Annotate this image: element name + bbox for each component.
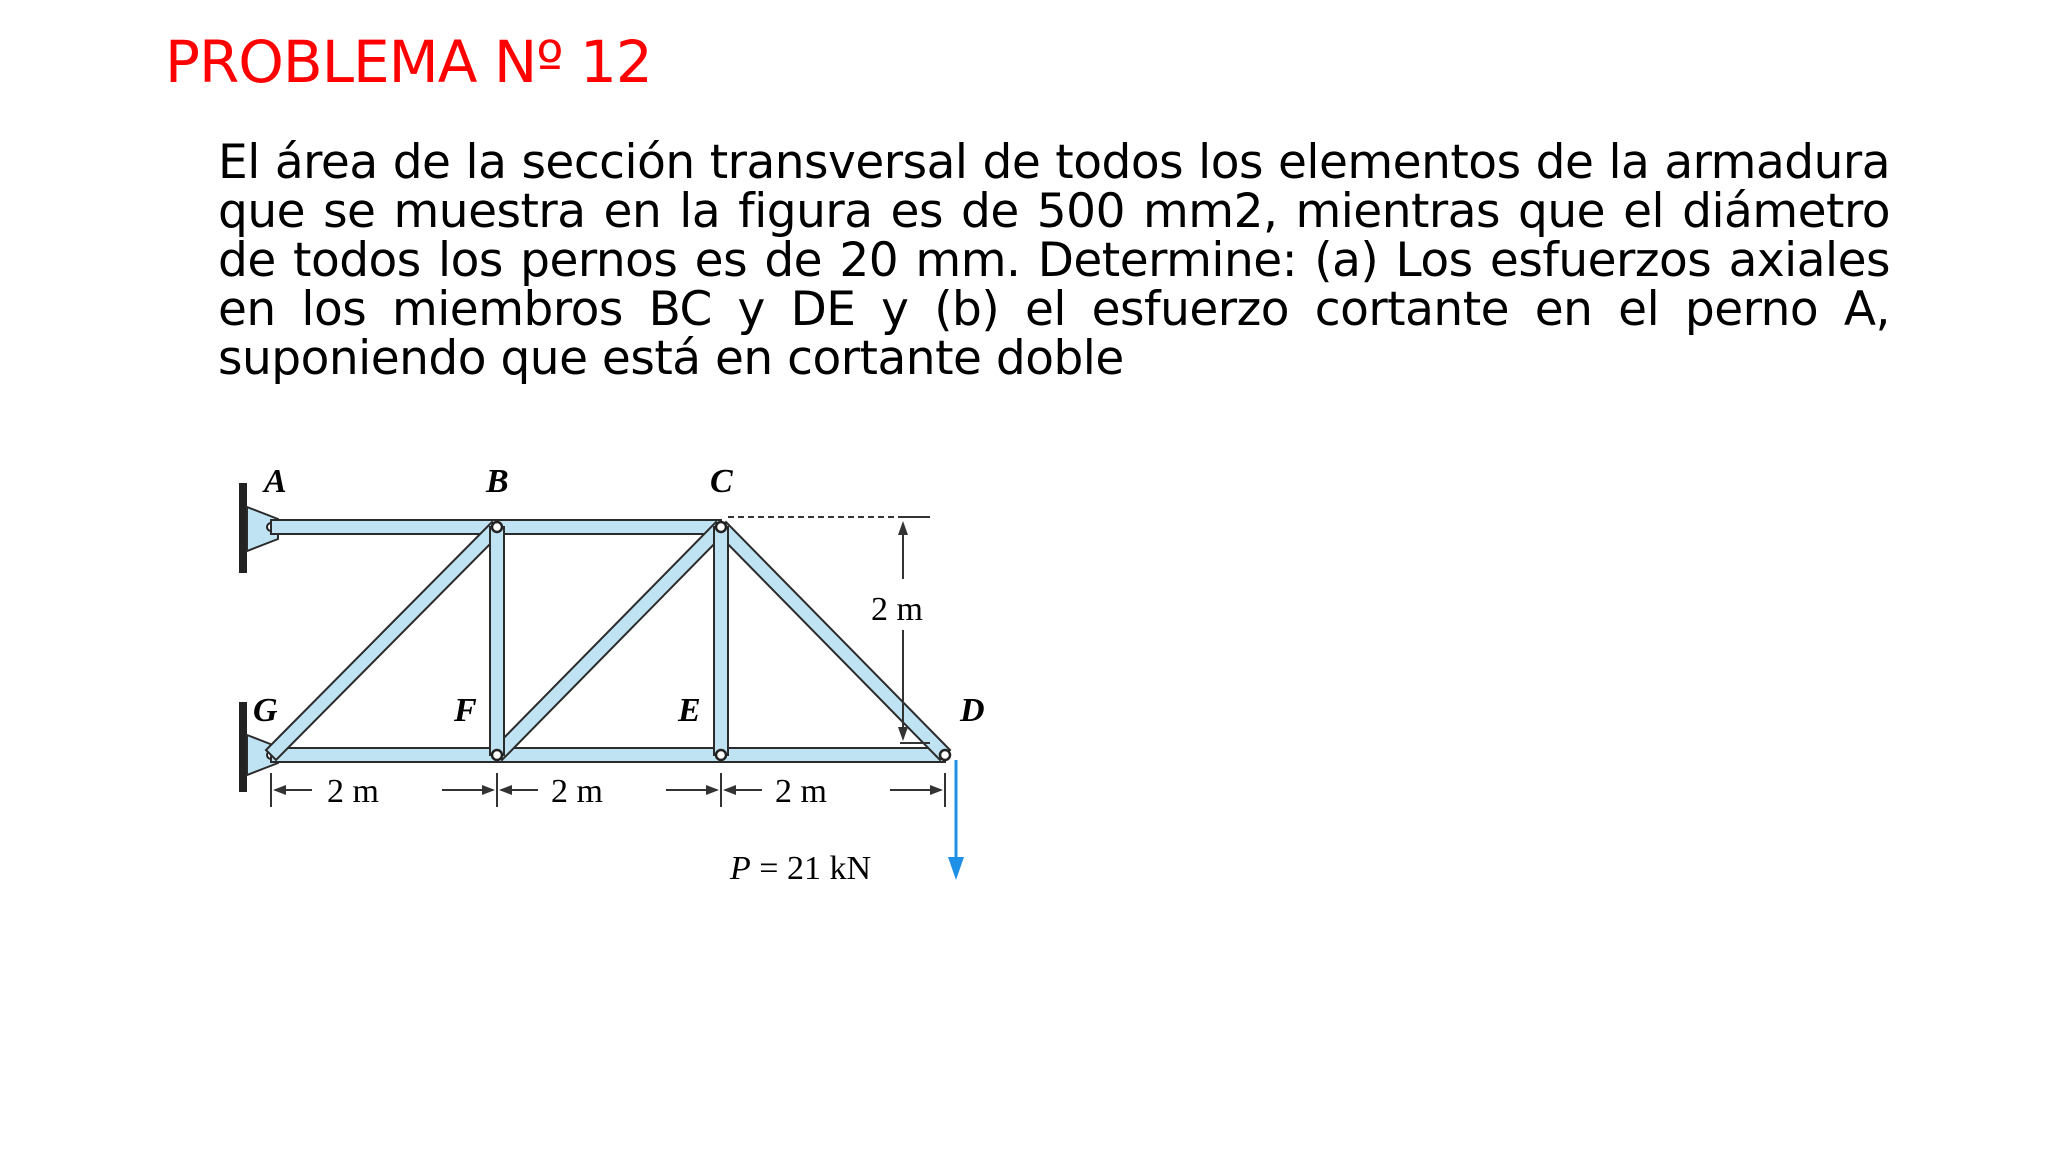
dimension-span-1-label: 2 m bbox=[327, 773, 379, 810]
member-ed bbox=[721, 748, 945, 762]
pin-e bbox=[716, 750, 726, 760]
member-ab bbox=[271, 520, 497, 534]
node-label-e: E bbox=[678, 692, 701, 729]
dimension-span-2-label: 2 m bbox=[551, 773, 603, 810]
node-label-c: C bbox=[710, 463, 733, 500]
dimension-height-label: 2 m bbox=[871, 591, 923, 628]
node-label-b: B bbox=[486, 463, 509, 500]
member-fe bbox=[497, 748, 721, 762]
member-gf bbox=[271, 748, 497, 762]
node-label-g: G bbox=[253, 692, 278, 729]
truss-figure bbox=[220, 455, 985, 895]
pin-d bbox=[940, 750, 950, 760]
member-cd bbox=[716, 522, 950, 760]
slide-title: PROBLEMA Nº 12 bbox=[165, 28, 652, 96]
span-dimensions bbox=[271, 773, 945, 810]
pin-f bbox=[492, 750, 502, 760]
member-bc bbox=[497, 520, 721, 534]
load-label bbox=[729, 850, 871, 887]
node-label-a: A bbox=[264, 463, 287, 500]
problem-statement: El área de la sección transversal de todos los elementos de la armadura que se muestra en la figura es de 500 mm2, mientras que el diámetro de todos los pernos es de 20 mm. Determine: (a) Los esfuerzos axiales en los miembros BC y DE y (b) el esfuerzo cortante en el perno A, suponiendo que está en cortante doble bbox=[218, 135, 1890, 386]
node-label-f: F bbox=[454, 692, 477, 729]
node-label-d: D bbox=[960, 692, 985, 729]
dimension-span-3-label: 2 m bbox=[775, 773, 827, 810]
load-arrow bbox=[948, 760, 964, 880]
load-symbol: P bbox=[730, 850, 751, 887]
load-equals: = bbox=[750, 850, 787, 887]
member-ce bbox=[714, 527, 728, 755]
pin-b bbox=[492, 522, 502, 532]
truss-diagram bbox=[220, 455, 985, 895]
load-value: 21 kN bbox=[786, 850, 872, 887]
member-bf bbox=[490, 527, 504, 755]
pin-c bbox=[716, 522, 726, 532]
